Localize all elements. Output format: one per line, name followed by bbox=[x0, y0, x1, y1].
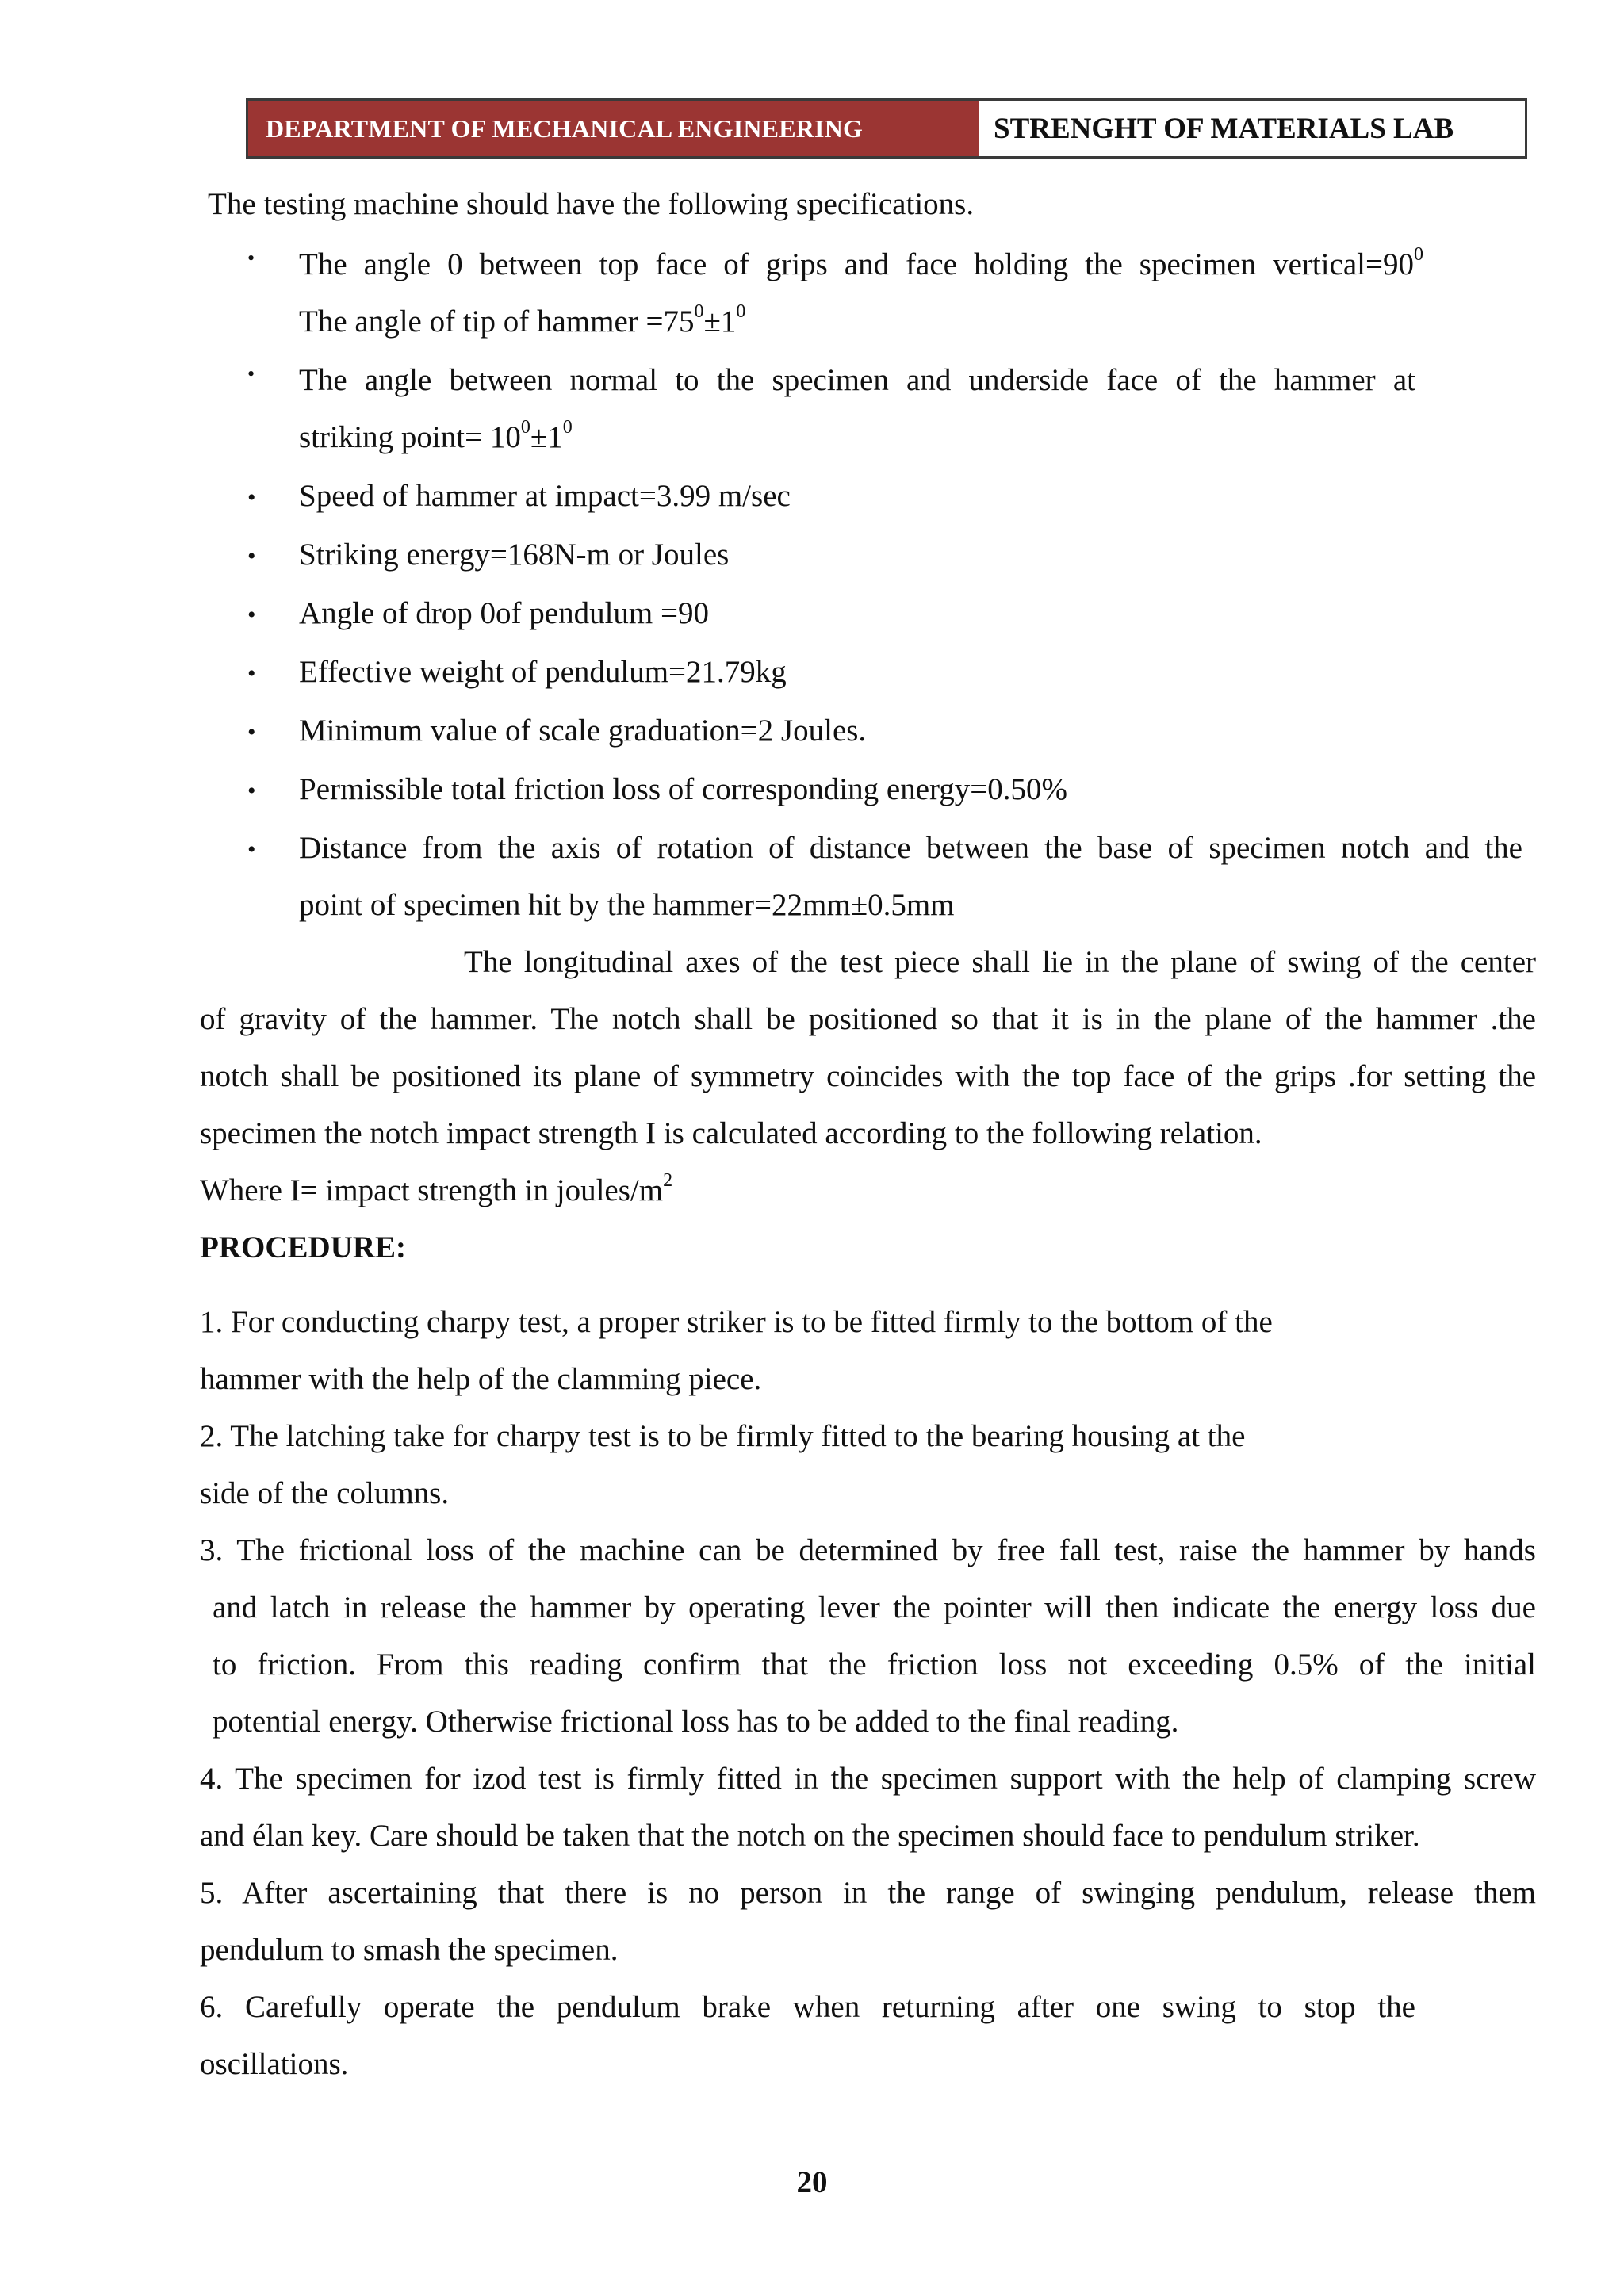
spec-angle-grips: The angle 0 between top face of grips and face holding the specimen $vertical=90^0$ bbox=[299, 244, 1423, 281]
spec-distance: Distance from the axis of rotation of distance between the base of specimen notch and the bbox=[299, 831, 1522, 865]
procedure-step: oscillations. bbox=[200, 2047, 349, 2081]
bullet-icon: • bbox=[247, 602, 256, 628]
spec-striking-point: striking point= $10^0\pm 1^0$ bbox=[299, 417, 573, 454]
bullet-icon: • bbox=[247, 362, 255, 385]
paragraph-line: of gravity of the hammer. The notch shall be positioned so that it is in the plane of the hammer .the bbox=[200, 1002, 1536, 1036]
spec-item: Effective weight of pendulum=21.79kg bbox=[299, 655, 787, 689]
bullet-icon: • bbox=[247, 543, 256, 569]
procedure-step: 5. After ascertaining that there is no person in the range of swinging pendulum, release them bbox=[200, 1876, 1536, 1910]
procedure-step: 3. The frictional loss of the machine can be determined by free fall test, raise the hammer by hands bbox=[200, 1533, 1536, 1567]
procedure-step: 6. Carefully operate the pendulum brake when returning after one swing to stop the bbox=[200, 1990, 1415, 2024]
bullet-icon: • bbox=[247, 484, 256, 511]
procedure-step: side of the columns. bbox=[200, 1476, 450, 1510]
bullet-icon: • bbox=[247, 836, 256, 863]
procedure-step: 2. The latching take for charpy test is to be firmly fitted to the bearing housing at the bbox=[200, 1419, 1246, 1453]
paragraph-line: The longitudinal axes of the test piece shall lie in the plane of swing of the center bbox=[464, 945, 1536, 979]
paragraph-line: notch shall be positioned its plane of symmetry coincides with the top face of the grips .for setting the bbox=[200, 1059, 1536, 1093]
spec-angle-tip: The angle of tip of hammer $=75^0\pm 1^0$ bbox=[299, 301, 746, 339]
spec-item: Speed of hammer at impact=3.99 m/sec bbox=[299, 479, 791, 513]
department-title: DEPARTMENT OF MECHANICAL ENGINEERING bbox=[248, 101, 979, 156]
intro-text: The testing machine should have the following specifications. bbox=[208, 187, 975, 221]
bullet-icon: • bbox=[247, 660, 256, 687]
spec-item: Angle of drop 0of pendulum =90 bbox=[299, 596, 709, 630]
procedure-step: hammer with the help of the clamming piece. bbox=[200, 1362, 762, 1396]
spec-angle-normal: The angle between normal to the specimen and underside face of the hammer at bbox=[299, 363, 1415, 397]
procedure-step: 4. The specimen for izod test is firmly fitted in the specimen support with the help of clamping screw bbox=[200, 1762, 1536, 1796]
lab-title: STRENGHT OF MATERIALS LAB bbox=[994, 112, 1454, 145]
procedure-step: and élan key. Care should be taken that the notch on the specimen should face to pendulum striker. bbox=[200, 1819, 1420, 1853]
procedure-step: and latch in release the hammer by operating lever the pointer will then indicate the energy loss due bbox=[213, 1590, 1536, 1624]
bullet-icon: • bbox=[247, 778, 256, 804]
bullet-icon: • bbox=[247, 247, 255, 270]
procedure-step: pendulum to smash the specimen. bbox=[200, 1933, 619, 1967]
procedure-heading: PROCEDURE: bbox=[200, 1230, 406, 1265]
procedure-step: 1. For conducting charpy test, a proper striker is to be fitted firmly to the bottom of the bbox=[200, 1305, 1273, 1339]
spec-item: Striking energy=168N-m or Joules bbox=[299, 538, 730, 572]
procedure-step: to friction. From this reading confirm that the friction loss not exceeding 0.5% of the initial bbox=[213, 1647, 1536, 1682]
page-number: 20 bbox=[796, 2165, 828, 2199]
page-header bbox=[246, 98, 1527, 159]
spec-item: Minimum value of scale graduation=2 Joules. bbox=[299, 714, 867, 748]
paragraph-line: specimen the notch impact strength I is calculated according to the following relation. bbox=[200, 1116, 1262, 1150]
formula-definition: Where I= impact strength in joules/$m^2$ bbox=[200, 1170, 673, 1207]
procedure-step: potential energy. Otherwise frictional loss has to be added to the final reading. bbox=[213, 1705, 1179, 1739]
bullet-icon: • bbox=[247, 719, 256, 745]
spec-item: Permissible total friction loss of corresponding energy=0.50% bbox=[299, 772, 1068, 806]
spec-distance-cont: point of specimen hit by the hammer=22mm±0.5mm bbox=[299, 888, 955, 922]
